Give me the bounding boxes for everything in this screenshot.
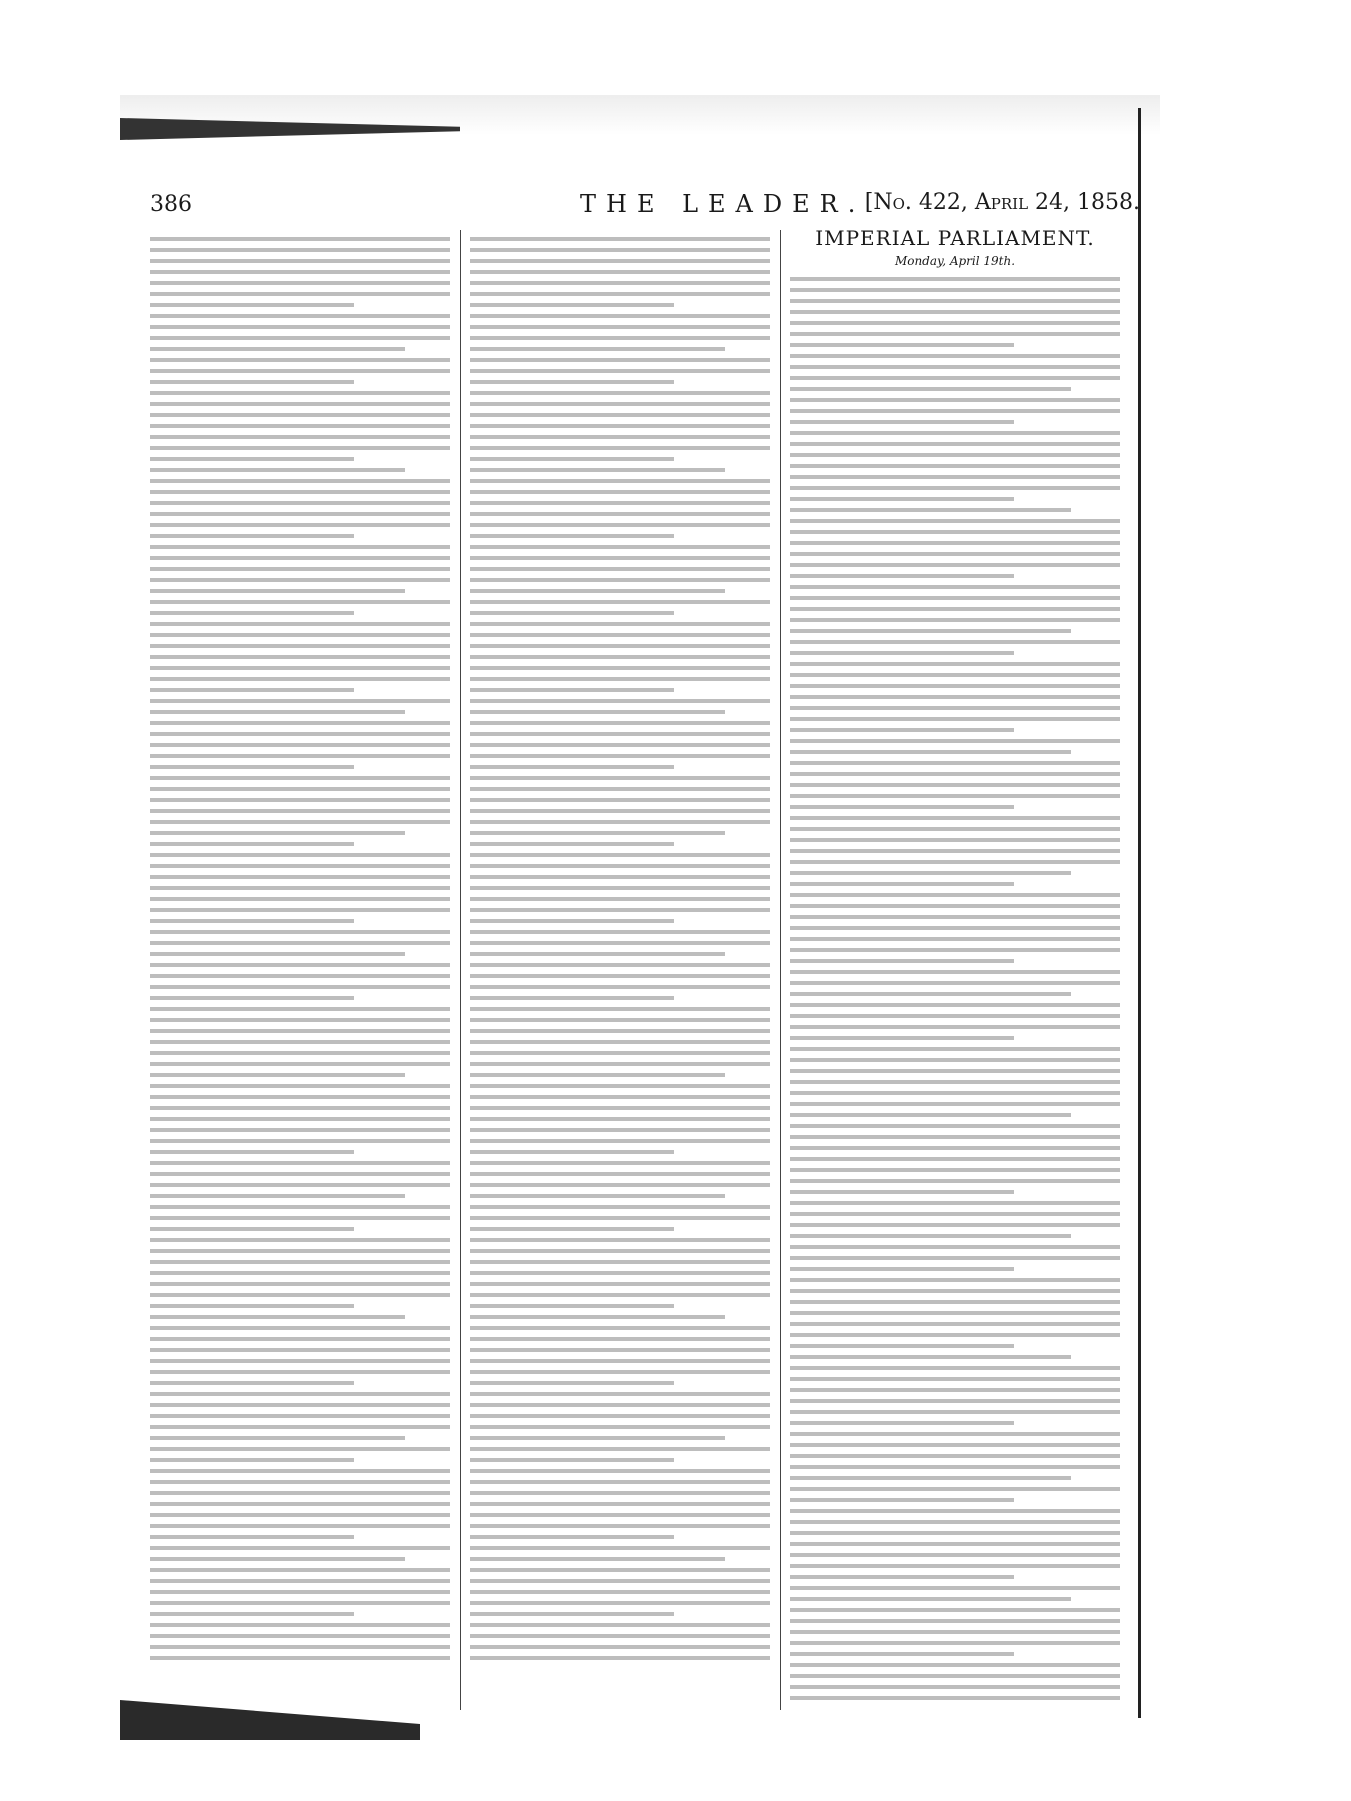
masthead: THE LEADER.	[580, 190, 866, 218]
column-rule	[460, 230, 461, 1710]
section-title: IMPERIAL PARLIAMENT.	[815, 230, 1095, 250]
page-edge-rule	[1138, 108, 1141, 1718]
page-number: 386	[150, 192, 192, 217]
text-block-placeholder	[150, 237, 450, 1660]
article-column-2	[470, 230, 770, 1720]
date-line: Monday, April 19th.	[894, 254, 1016, 268]
issue-line: [No. 422, April 24, 1858.	[864, 190, 1140, 215]
text-block-placeholder	[790, 277, 1120, 1700]
article-column-3	[790, 230, 1120, 1720]
article-column-1	[150, 230, 450, 1720]
column-rule	[780, 230, 781, 1710]
page-header	[150, 190, 1140, 220]
text-block-placeholder	[470, 237, 770, 1660]
